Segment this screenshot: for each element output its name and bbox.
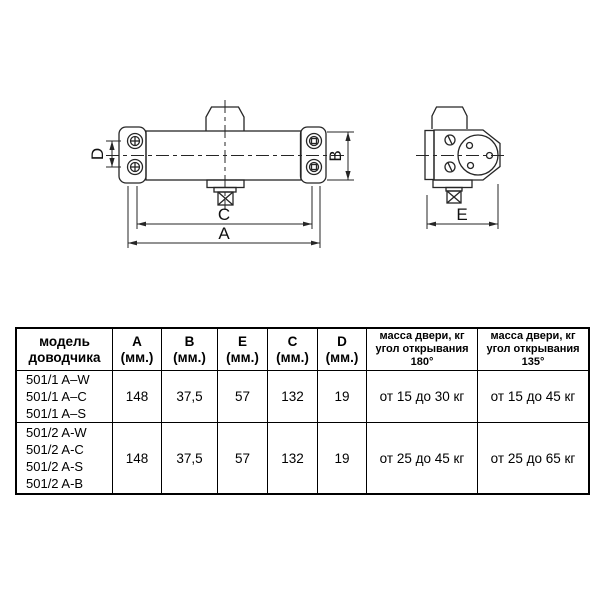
value-mass180-row1: от 15 до 30 кг xyxy=(367,371,478,423)
valve-step xyxy=(214,188,236,193)
screw-side-top xyxy=(445,135,455,145)
col-header-mass-135: масса двери, кг угол открывания 135° xyxy=(478,329,588,371)
col-header-model: модель доводчика xyxy=(17,329,113,371)
dimension-b xyxy=(326,132,354,180)
col-header-b: B (мм.) xyxy=(162,329,218,371)
valve-hole-top xyxy=(467,143,473,149)
bottom-bracket-side xyxy=(433,180,472,188)
col-header-mass-180: масса двери, кг угол открывания 180° xyxy=(367,329,478,371)
value-mass180-row2: от 25 до 45 кг xyxy=(367,423,478,493)
dim-label-b: B xyxy=(326,150,345,162)
value-c-row1: 132 xyxy=(268,371,318,423)
col-header-c: C (мм.) xyxy=(268,329,318,371)
value-b-row1: 37,5 xyxy=(162,371,218,423)
model-cell-501-1: 501/1 A–W 501/1 A–C 501/1 A–S xyxy=(17,371,113,423)
model-cell-501-2: 501/2 A-W 501/2 A-C 501/2 A-S 501/2 A-B xyxy=(17,423,113,493)
dim-label-c: C xyxy=(217,205,231,224)
screw-side-bottom xyxy=(445,162,455,172)
valve-hole-bottom xyxy=(468,163,474,169)
screw-hole-bottom-left xyxy=(128,160,143,175)
value-d-row2: 19 xyxy=(318,423,367,493)
side-view xyxy=(416,107,506,229)
dim-label-a: A xyxy=(218,224,230,243)
front-view xyxy=(88,100,354,248)
dim-label-d: D xyxy=(88,147,107,161)
value-c-row2: 132 xyxy=(268,423,318,493)
value-b-row2: 37,5 xyxy=(162,423,218,493)
spec-table xyxy=(15,327,590,495)
col-header-e: E (мм.) xyxy=(218,329,268,371)
col-header-d: D (мм.) xyxy=(318,329,367,371)
dim-label-e: E xyxy=(456,205,468,224)
dimension-d xyxy=(88,141,121,167)
col-header-a: A (мм.) xyxy=(113,329,162,371)
value-a-row2: 148 xyxy=(113,423,162,493)
screw-hole-top-left xyxy=(128,134,143,149)
value-d-row1: 19 xyxy=(318,371,367,423)
value-e-row2: 57 xyxy=(218,423,268,493)
screw-hole-bottom-right xyxy=(307,160,322,175)
pinion-cap-side xyxy=(432,107,467,129)
value-mass135-row2: от 25 до 65 кг xyxy=(490,450,576,466)
value-e-row1: 57 xyxy=(218,371,268,423)
screw-hole-top-right xyxy=(307,134,322,149)
value-a-row1: 148 xyxy=(113,371,162,423)
value-mass135-row1: от 15 до 45 кг xyxy=(478,371,588,423)
